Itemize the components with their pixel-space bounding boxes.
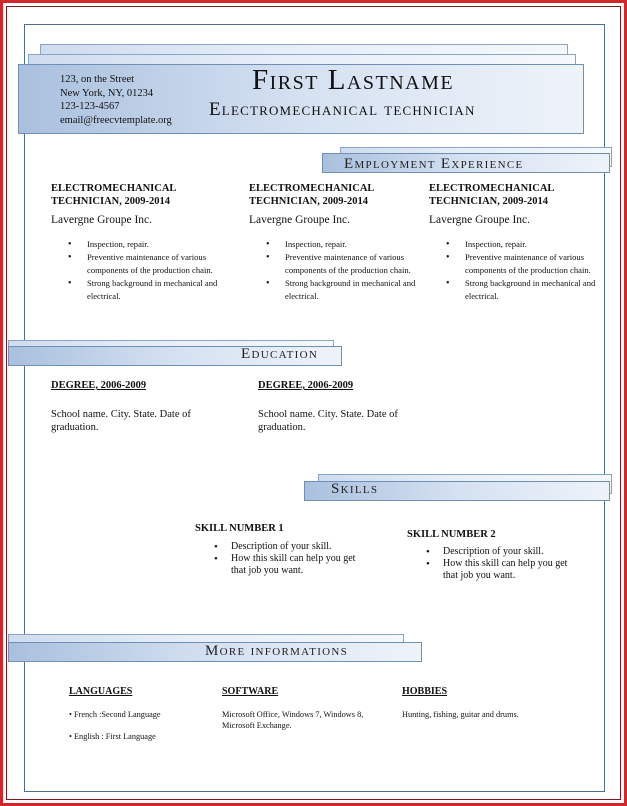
job-entry	[51, 183, 221, 303]
education-section-title: Education	[241, 346, 319, 362]
email-address: email@freecvtemplate.org	[60, 114, 172, 126]
candidate-name: First Lastname	[252, 64, 455, 96]
job-company: Lavergne Groupe Inc.	[249, 214, 351, 226]
job-entry	[429, 183, 599, 303]
job-title-line1: ELECTROMECHANICAL	[429, 183, 555, 194]
skill-points	[443, 546, 578, 582]
hobbies-heading: HOBBIES	[402, 686, 448, 697]
job-title-line2: TECHNICIAN, 2009-2014	[249, 195, 369, 207]
degree-title: DEGREE, 2006-2009	[258, 380, 354, 391]
job-duty: • Strong background in mechanical and electrical.	[285, 277, 419, 303]
job-duty: • Inspection, repair.	[465, 238, 599, 251]
job-duty: • Preventive maintenance of various components of the production chain.	[465, 251, 599, 277]
job-duty: • Preventive maintenance of various components of the production chain.	[285, 251, 419, 277]
hobbies-text: Hunting, fishing, guitar and drums.	[402, 710, 519, 719]
job-company: Lavergne Groupe Inc.	[429, 214, 531, 226]
skill-title: SKILL NUMBER 1	[195, 523, 284, 534]
job-company: Lavergne Groupe Inc.	[51, 214, 153, 226]
software-heading: SOFTWARE	[222, 686, 279, 697]
job-duty: • Strong background in mechanical and electrical.	[87, 277, 221, 303]
job-title-line2: TECHNICIAN, 2009-2014	[429, 195, 549, 207]
job-duty: • Inspection, repair.	[87, 238, 221, 251]
more-info-section-title: More informations	[205, 643, 349, 659]
degree-title: DEGREE, 2006-2009	[51, 380, 147, 391]
skills-section-title: Skills	[331, 481, 379, 497]
skill-title: SKILL NUMBER 2	[407, 529, 496, 540]
job-title-line1: ELECTROMECHANICAL	[51, 183, 177, 194]
job-duties	[249, 238, 419, 303]
address-line-2: New York, NY, 01234	[60, 87, 154, 99]
phone-number: 123-123-4567	[60, 101, 120, 112]
job-title-line2: TECHNICIAN, 2009-2014	[51, 195, 171, 207]
job-duty: • Inspection, repair.	[285, 238, 419, 251]
language-item: • French :Second Language	[69, 710, 161, 719]
job-entry	[249, 183, 419, 303]
skill-point: • Description of your skill.	[443, 546, 578, 558]
skill-point: • How this skill can help you get that job you want.	[443, 558, 578, 582]
school-details: School name. City. State. Date of graduation.	[258, 409, 398, 433]
software-text: Microsoft Office, Windows 7, Windows 8, Microsoft Exchange.	[222, 710, 364, 730]
job-title-line1: ELECTROMECHANICAL	[249, 183, 375, 194]
address-line-1: 123, on the Street	[60, 74, 135, 85]
skill-point: • How this skill can help you get that job you want.	[231, 553, 366, 577]
language-item: • English : First Language	[69, 732, 156, 741]
skill-point: • Description of your skill.	[231, 541, 366, 553]
job-duties	[51, 238, 221, 303]
job-duty: • Preventive maintenance of various components of the production chain.	[87, 251, 221, 277]
job-duty: • Strong background in mechanical and electrical.	[465, 277, 599, 303]
school-details: School name. City. State. Date of graduation.	[51, 409, 191, 433]
contact-block	[60, 73, 172, 127]
employment-section-title: Employment Experience	[344, 156, 524, 172]
job-duties	[429, 238, 599, 303]
languages-heading: LANGUAGES	[69, 686, 133, 697]
skill-points	[231, 541, 366, 577]
candidate-job-title: Electromechanical technician	[209, 99, 476, 120]
